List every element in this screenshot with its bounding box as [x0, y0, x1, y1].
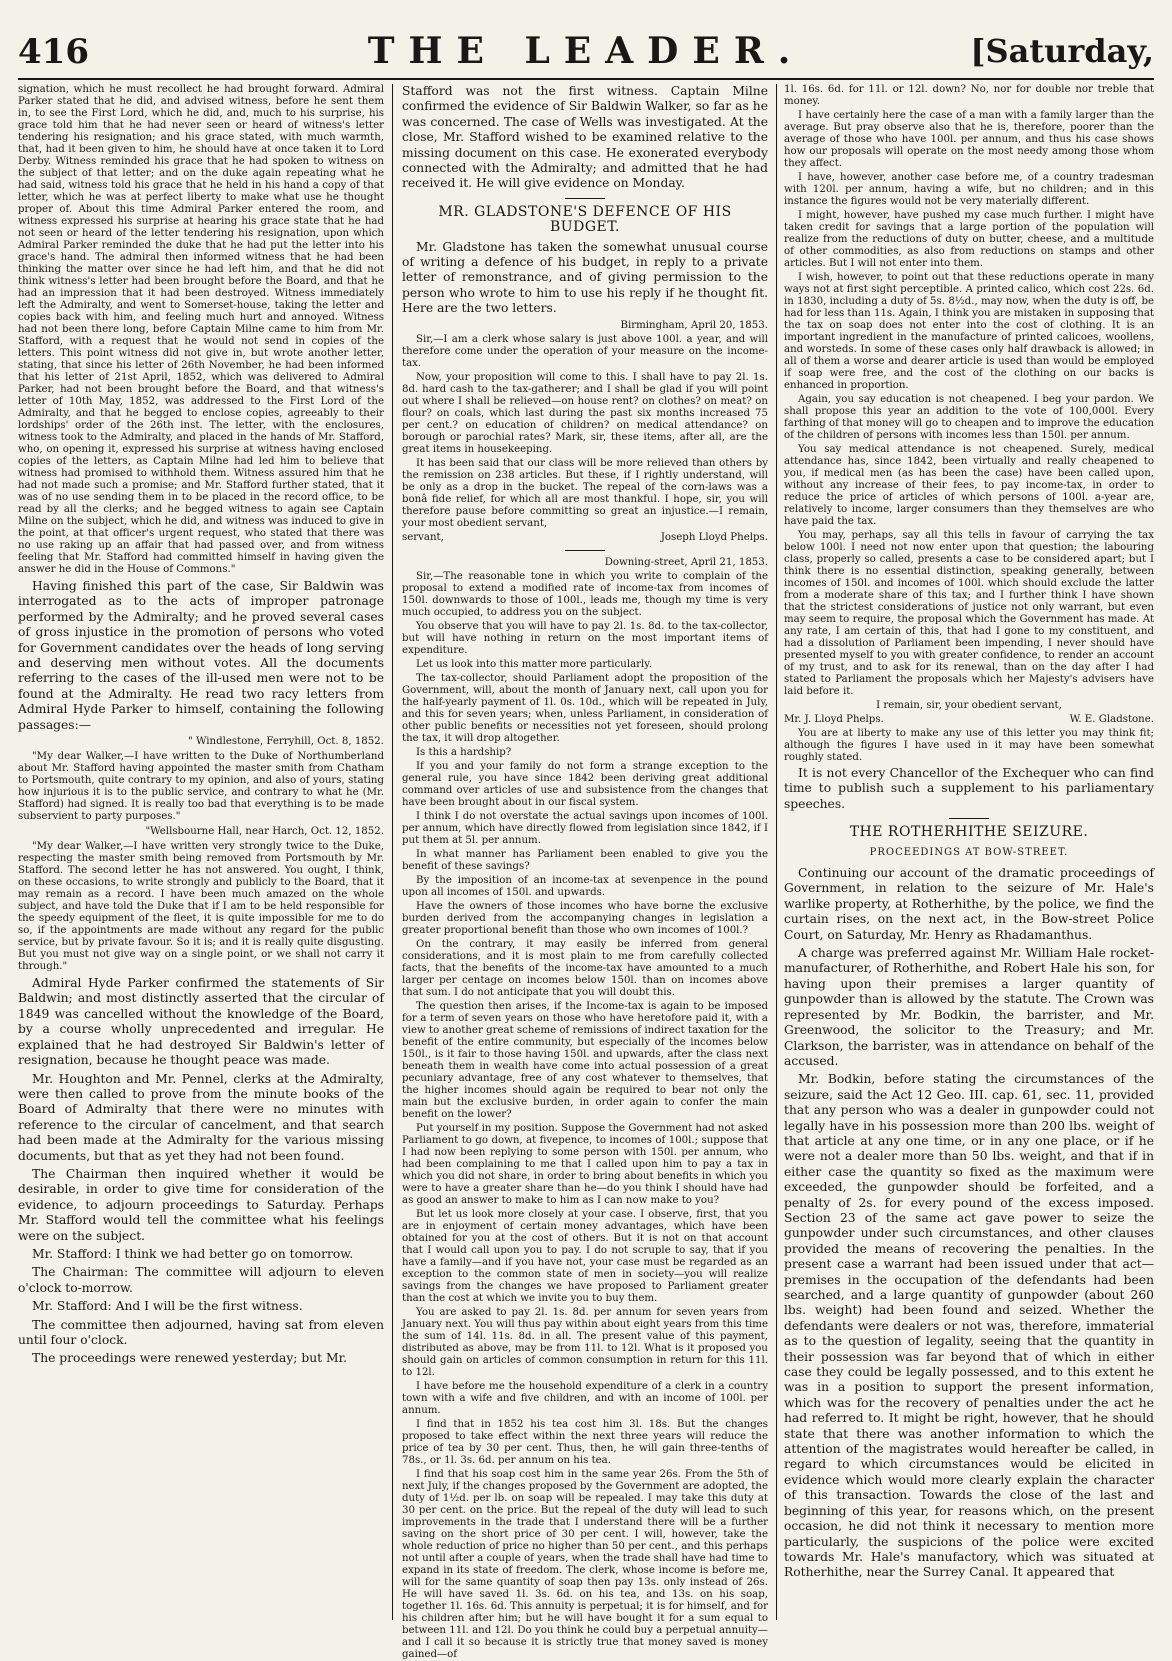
- letter-text: I have certainly here the case of a man with a family larger than the average. But pray observe also that he is, therefore, poorer than the average of those who have 100l. per annum, and thus his case shows how our proposals will operate on the most needy among those whom they affect.: [784, 110, 1154, 169]
- signature-right: Joseph Lloyd Phelps.: [660, 531, 768, 543]
- letter-text: Now, your proposition will come to this. I shall have to pay 2l. 1s. 8d. hard cash to the tax-gatherer; and I shall be glad if you will point out where I shall be relieved—on house rent? on clothes? on meat? on flour? on coals, which last during the past six months increased 75 per cent.? on education of children? on medical attendance? on borough or parochial rates? Mark, sir, these items, after all, are the great items in housekeeping.: [402, 371, 768, 455]
- paragraph: The Chairman: The committee will adjourn to eleven o'clock to-morrow.: [18, 1265, 384, 1295]
- letter-text: By the imposition of an income-tax at sevenpence in the pound upon all incomes of 150l. and upwards.: [402, 874, 768, 898]
- letter-dateline: Birmingham, April 20, 1853.: [620, 319, 768, 331]
- paragraph: Having finished this part of the case, Sir Baldwin was interrogated as to the acts of improper patronage performed by the Admiralty; and he proved several cases of gross injustice in the promotion of persons who voted for Government candidates over the heads of long serving and deserving men without votes. All the documents referring to the cases of the ill-used men were not to be found at the Admiralty. He read two racy letters from Admiral Hyde Parker to himself, containing the following passages:—: [18, 579, 384, 732]
- article-subheading: PROCEEDINGS AT BOW-STREET.: [869, 846, 1069, 858]
- letter-text: "My dear Walker,—I have written very strongly twice to the Duke, respecting the master smith being removed from Portsmouth by Mr. Stafford. The second letter he has not answered. You ought, I think, on these occasions, to write strongly and publicly to the Board, that it may remain as a record. I have been much amazed on the whole subject, and have told the Duke that if I am to be held responsible for the speedy equipment of the fleet, it is quite impossible for me to do so, if the appointments are made without any regard for the public service, but by private favour. So it is; and it is really quite disgusting. But you must not give way on a single point, or we shall not carry it through.": [18, 841, 384, 973]
- masthead-title: THE LEADER.: [367, 30, 805, 72]
- article-heading: THE ROTHERHITHE SEIZURE.: [849, 824, 1089, 841]
- letter-dateline: Downing-street, April 21, 1853.: [604, 556, 768, 568]
- paragraph: It is not every Chancellor of the Exchequer who can find time to publish such a supplement to his parliamentary speeches.: [784, 766, 1154, 811]
- paragraph: The committee then adjourned, having sat from eleven until four o'clock.: [18, 1317, 384, 1347]
- letter-text: You observe that you will have to pay 2l. 1s. 8d. to the tax-collector, but will have nothing in return on the most important items of expenditure.: [402, 620, 768, 656]
- column-1: [18, 84, 384, 1624]
- paragraph: Stafford was not the first witness. Captain Milne confirmed the evidence of Sir Baldwin Walker, so far as he was concerned. The case of Wells was investigated. At the close, Mr. Stafford wished to be examined relative to the missing document on this case. He exonerated everybody connected with the Admiralty; and admitted that he had received it. He will give evidence on Monday.: [402, 84, 768, 191]
- letter-text: The tax-collector, should Parliament adopt the proposition of the Government, will, about the month of January next, call upon you for the half-yearly payment of 1l. 0s. 10d., which will be repeated in July, and this for seven years; when, unless Parliament, in consideration of other public benefits or necessities not yet foreseen, should prolong the tax, it will drop altogether.: [402, 672, 768, 744]
- letter-text: In what manner has Parliament been enabled to give you the benefit of these savings?: [402, 848, 768, 872]
- paragraph: The proceedings were renewed yesterday; but Mr.: [32, 1351, 348, 1366]
- letter-text: It has been said that our class will be more relieved than others by the remission on 238 articles. But these, if I rightly understand, will be only as a drop in the bucket. The repeal of the corn-laws was a bonâ fide relief, for which all are most thankful. I hope, sir, you will therefore pause before committing so great an injustice.—I remain, your most obedient servant,: [402, 457, 768, 529]
- paragraph: signation, which he must recollect he had brought forward. Admiral Parker stated that he did, and advised witness, before he sent them in, to see the First Lord, which he did, and, much to his surprise, his grace told him that he had never seen or heard of witness's letter tendering his resignation; and his grace stated, with much warmth, that, had it been given to him, he should have at once taken it to Lord Derby. Witness reminded his grace that he had spoken to witness on the subject of that letter; and on the duke again repeating what he had said, witness told his grace that he held in his hand a copy of that letter, which he was at perfect liberty to make what use he thought proper of. About this time Admiral Parker entered the room, and witness expressed his surprise at hearing his grace state that he had not seen or heard of the letter tendering his resignation, upon which Admiral Parker reminded the duke that he had put the letter into his grace's hand. The admiral then informed witness that he had been thinking the matter over since he had left him, and that he did not think witness's letter had been brought before the Board, and that he had an impression that it had been destroyed. Witness immediately left the Admiralty, and went to Somerset-house, taking the letter and copies back with him, and feeling much hurt and annoyed. Witness had not been there long, before Captain Milne came to him from Mr. Stafford, with a request that he would not send in copies of the letters. This point witness did not give in, but wrote another letter, stating, that since his letter of 26th November, he had been informed that his letter of 21st April, 1852, which was delivered to Admiral Parker, had not been brought before the Board, and that witness's letter of 10th May, 1852, was addressed to the First Lord of the Admiralty, and that he begged to enclose copies, agreeably to their lordships' order of the 26th inst. The letter, with the enclosures, witness took to the Admiralty, and placed in the hands of Mr. Stafford, who, on opening it, expressed his surprise at witness having enclosed copies of the letters, as Captain Milne had led him to believe that witness had promised to withhold them. Witness assured him that he had not made such a promise; and Mr. Stafford further stated, that it was of no use sending them in to be placed in the record office, to be read by all the clerks; and he begged witness to again see Captain Milne on the subject, which he did, and witness was induced to give in the point, at that officer's urgent request, who stated that there was no use raking up an affair that had passed over, and from witness feeling that Mr. Stafford had committed himself in having given the answer he did in the House of Commons.": [18, 84, 384, 575]
- letter-text: Again, you say education is not cheapened. I beg your pardon. We shall propose this year an addition to the vote of 100,000l. Every farthing of that money will go to cheapen and to improve the education of the children of persons with incomes less than 150l. per annum.: [784, 394, 1154, 441]
- letter-text: The question then arises, if the Income-tax is again to be imposed for a term of seven years on those who have heretofore paid it, with a view to another great scheme of remissions of indirect taxation for the benefit of the entire community, but especially of the incomes below 150l., is it fair to those having 150l. and upwards, after the class next beneath them in wealth have come into actual possession of a great pecuniary advantage, free of any cost whatever to themselves, that the higher incomes should again be required to bear not only the main but the exclusive burden, in order again to confer the main benefit on the lower?: [402, 1000, 768, 1120]
- letter-text: You are at liberty to make any use of this letter you may think fit; although the figures I have used in it may have been somewhat roughly stated.: [784, 728, 1154, 763]
- divider: [565, 550, 605, 551]
- paragraph: Mr. Stafford: I think we had better go on tomorrow.: [32, 1246, 354, 1261]
- letter-text: I have, however, another case before me, of a country tradesman with 120l. per annum, having a wife, but no children; and in this instance the figures would not be very materially different.: [784, 172, 1154, 207]
- paragraph: Mr. Houghton and Mr. Pennel, clerks at the Admiralty, were then called to prove from the minute books of the Board of Admiralty that there were no minutes with reference to the circular of cancelment, and that search had been made at the Admiralty for the various missing documents, but that as yet they had not been found.: [18, 1071, 384, 1163]
- letter-signature: [402, 532, 768, 544]
- letter-text: Sir,—The reasonable tone in which you write to complain of the proposal to extend a modified rate of income-tax from incomes of 150l. downwards to those of 100l., leads me, though my time is very much occupied, to address you on the subject.: [402, 570, 768, 618]
- letter-text: Sir,—I am a clerk whose salary is just above 100l. a year, and will therefore come under the operation of your measure on the income-tax.: [402, 333, 768, 369]
- letter-text: Put yourself in my position. Suppose the Government had not asked Parliament to go down, at fivepence, to incomes of 100l.; suppose that I had now been replying to some person with 150l. per annum, who had been complaining to me that I called upon him to pay a tax in which you did not share, in order to bring about benefits in which you were to have a greater share than he—do you think I should have had as good an answer to make to him as I can now make to you?: [402, 1122, 768, 1206]
- letter-block: [784, 84, 1154, 764]
- letter-text: You say medical attendance is not cheapened. Surely, medical attendance has, since 1842, been virtually and really cheapened to you, if medical men (as has been the case) have been called upon, without any increase of their fees, to pay income-tax, in order to reduce the price of articles of which persons of 100l. a-year are, relatively to income, larger consumers than they themselves are who have paid the tax.: [784, 444, 1154, 527]
- article-heading: MR. GLADSTONE'S DEFENCE OF HIS BUDGET.: [438, 203, 732, 236]
- letter-signature: [784, 714, 1154, 726]
- divider: [949, 818, 989, 819]
- letter-text: Have the owners of those incomes who have borne the exclusive burden derived from the accompanying changes in legislation a greater proportional benefit than those who own incomes of 100l.?: [402, 900, 768, 936]
- letter-closing: I remain, sir, your obedient servant,: [876, 700, 1062, 711]
- paragraph: Mr. Gladstone has taken the somewhat unusual course of writing a defence of his budget, in reply to a private letter of remonstrance, and of giving permission to the person who wrote to him to use his reply if he thought fit. Here are the two letters.: [402, 239, 768, 316]
- signature-left: servant,: [402, 531, 444, 543]
- letter-text: Let us look into this matter more particularly.: [416, 658, 652, 670]
- letter-text: "My dear Walker,—I have written to the Duke of Northumberland about Mr. Stafford having appointed the master smith from Chatham to Portsmouth, quite contrary to my opinion, and also of yours, stating how injurious it is to the public service, and contrary to what he (Mr. Stafford) had signed. It is really too bad that everything is to be made subservient to party purposes.": [18, 751, 384, 823]
- letter-text: I think I do not overstate the actual savings upon incomes of 100l. per annum, which have directly flowed from legislation since 1842, if I put them at 5l. per annum.: [402, 810, 768, 846]
- column-2: [402, 84, 768, 1660]
- letter-text: I find that his soap cost him in the same year 26s. From the 5th of next July, if the changes proposed by the Government are adopted, the duty of 1½d. per lb. on soap will be repealed. I may take this duty at 30 per cent. on the price. But the repeal of the duty will lead to such improvements in the trade that I understand there will be a further saving on the short price of 30 per cent. I will, however, take the whole reduction of price no higher than 50 per cent., and this perhaps not until after a couple of years, when the trade shall have had time to expand in its state of freedom. The clerk, whose income is before me, will for the same quantity of soap then pay 13s. only instead of 26s. He will have saved 1l. 3s. 6d. on his tea, and 13s. on his soap, together 1l. 16s. 6d. This annuity is perpetual; it is for himself, and for his children after him; but he will have bought it for a sum equal to between 11l. and 12l. Do you think he could buy a perpetual annuity—and I call it so because it is strictly true that money saved is money gained—of: [402, 1468, 768, 1660]
- column-rule: [392, 84, 393, 1620]
- paragraph: The Chairman then inquired whether it would be desirable, in order to give time for consideration of the evidence, to adjourn proceedings to Saturday. Perhaps Mr. Stafford would tell the committee what his feelings were on the subject.: [18, 1166, 384, 1243]
- signature-right: W. E. Gladstone.: [1069, 714, 1154, 725]
- letter-text: If you and your family do not form a strange exception to the general rule, you have since 1842 been deriving great additional command over articles of use and subsistence from the changes that have been brought about in our fiscal system.: [402, 760, 768, 808]
- letter-block: [402, 320, 768, 1661]
- letter-text: Is this a hardship?: [416, 746, 512, 758]
- letter-text: I find that in 1852 his tea cost him 3l. 18s. But the changes proposed to take effect within the next three years will reduce the price of tea by 30 per cent. Thus, then, he will gain three-tenths of 78s., or 1l. 3s. 6d. per annum on his tea.: [402, 1418, 768, 1466]
- page-number: 416: [18, 32, 89, 72]
- page-header: [18, 30, 1154, 80]
- masthead-day: [Saturday,: [970, 32, 1154, 70]
- letter-dateline: " Windlestone, Ferryhill, Oct. 8, 1852.: [188, 736, 384, 748]
- paragraph: A charge was preferred against Mr. William Hale rocket-manufacturer, of Rotherhithe, and Robert Hale his son, for having upon their premises a larger quantity of gunpowder than is allowed by the statute. The Crown was represented by Mr. Bodkin, the barrister, and Mr. Greenwood, the solicitor to the Treasury; and Mr. Clarkson, the barrister, was in attendance on behalf of the accused.: [784, 946, 1154, 1068]
- letter-text: I have before me the household expenditure of a clerk in a country town with a wife and five children, and with an income of 100l. per annum.: [402, 1380, 768, 1416]
- letter-text: I wish, however, to point out that these reductions operate in many ways not at first sight perceptible. A printed calico, which cost 22s. 6d. in 1830, including a duty of 5s. 8½d., may now, when the duty is off, be had for less than 11s. Again, I think you are mistaken in supposing that the tax on soap does not enter into the cost of clothing. It is an important ingredient in the manufacture of printed calicoes, woollens, and worsteds. In some of these cases only half drawback is allowed; in all of them a worse and dearer article is used than would be employed if soap were free, and the cost of the clothing on our backs is enhanced in proportion.: [784, 272, 1154, 391]
- paragraph: Mr. Bodkin, before stating the circumstances of the seizure, said the Act 12 Geo. III. cap. 61, sec. 11, provided that any person who was a dealer in gunpowder could not legally have in his possession more than 200 lbs. weight of that article at any one time, or in any one place, or if he were not a dealer more than 50 lbs. weight, and that if in either case the quantity so fixed as the maximum were exceeded, the gunpowder should be forfeited, and a penalty of 2s. for every pound of the excess imposed. Section 23 of the same act gave power to seize the gunpowder under such circumstances, and other clauses provided the means of recovering the penalties. In the present case a warrant had been issued under that act—premises in the occupation of the defendants had been searched, and a large quantity of gunpowder (about 260 lbs. weight) had been found and seized. Whether the defendants were dealers or not was, therefore, immaterial as to the question of legality, seeing that the quantity in their possession was far beyond that of which in either case they could be legally possessed, and to this extent he was in a position to support the present information, which was for the recovery of penalties under the act he had referred to. It might be right, however, that he should state that there was another information to which the attention of the magistrates would hereafter be called, in regard to which circumstances would be elicited in evidence which would more clearly explain the character of this transaction. Towards the close of the last and beginning of this year, for reasons which, on the present occasion, he did not think it necessary to mention more particularly, the suspicions of the police were excited towards Mr. Hale's manufactory, which was situated at Rotherhithe, near the Surrey Canal. It appeared that: [784, 1072, 1154, 1580]
- column-rule: [776, 84, 777, 1620]
- column-3: [784, 84, 1154, 1624]
- signature-left: Mr. J. Lloyd Phelps.: [784, 714, 884, 725]
- letter-text: On the contrary, it may easily be inferred from general considerations, and it is most plain to me from carefully collected facts, that the benefits of the income-tax have amounted to a much larger per centage on incomes below 150l. than on incomes above that sum. I do not anticipate that you will doubt this.: [402, 938, 768, 998]
- letter-text: You are asked to pay 2l. 1s. 8d. per annum for seven years from January next. You will thus pay within about eight years from this time the sum of 14l. 11s. 8d. in all. The present value of this payment, distributed as above, may be from 11l. to 12l. What is it proposed you should gain on articles of common consumption in return for this 11l. to 12l.: [402, 1306, 768, 1378]
- letter-text: I might, however, have pushed my case much further. I might have taken credit for savings that a large portion of the population will realize from the reductions of duty on butter, cheese, and a multitude of other commodities, as also from reductions on stamps and other articles. But I will not enter into them.: [784, 210, 1154, 269]
- letter-dateline: "Wellsbourne Hall, near Harch, Oct. 12, 1852.: [145, 826, 384, 838]
- letter-text: You may, perhaps, say all this tells in favour of carrying the tax below 100l. I need not now enter upon that question; the labouring class, properly so called, presents a case to be considered apart; but I think there is no essential distinction, speaking generally, between incomes of 150l. and incomes of 100l. which should exclude the latter from a moderate share of this tax; and I further think I have shown that the strictest considerations of justice not only warrant, but even may seem to require, the proposal which the Government has made. At any rate, I am certain of this, that had I gone to my constituent, and had a dissolution of Parliament been impending, I never should have presented myself to you with greater confidence, to render an account of my trust, and to ask for its renewal, than on the day after I had stated to Parliament the proposals which her Majesty's advisers have laid before it.: [784, 530, 1154, 697]
- paragraph: Continuing our account of the dramatic proceedings of Government, in relation to the seizure of Mr. Hale's warlike property, at Rotherhithe, by the police, we find the curtain rises, on the next act, in the Bow-street Police Court, on Saturday, Mr. Henry as Rhadamanthus.: [784, 866, 1154, 942]
- paragraph: Admiral Hyde Parker confirmed the statements of Sir Baldwin; and most distinctly asserted that the circular of 1849 was cancelled without the knowledge of the Board, by a course wholly unprecedented and irregular. He explained that he had destroyed Sir Baldwin's letter of resignation, because he thought peace was made.: [18, 976, 384, 1068]
- letter-text: 1l. 16s. 6d. for 11l. or 12l. down? No, nor for double nor treble that money.: [784, 84, 1154, 107]
- divider: [565, 198, 605, 199]
- letter-text: But let us look more closely at your case. I observe, first, that you are in enjoyment of certain money advantages, which have been obtained for you at the cost of others. But it is not on that account that I would call upon you to pay. I do not scruple to say, that if you have a family—and if you have not, your case must be regarded as an exception to the common state of men in society—you will realize savings from the changes we have proposed to Parliament greater than the cost at which we invite you to buy them.: [402, 1208, 768, 1304]
- paragraph: Mr. Stafford: And I will be the first witness.: [32, 1299, 303, 1314]
